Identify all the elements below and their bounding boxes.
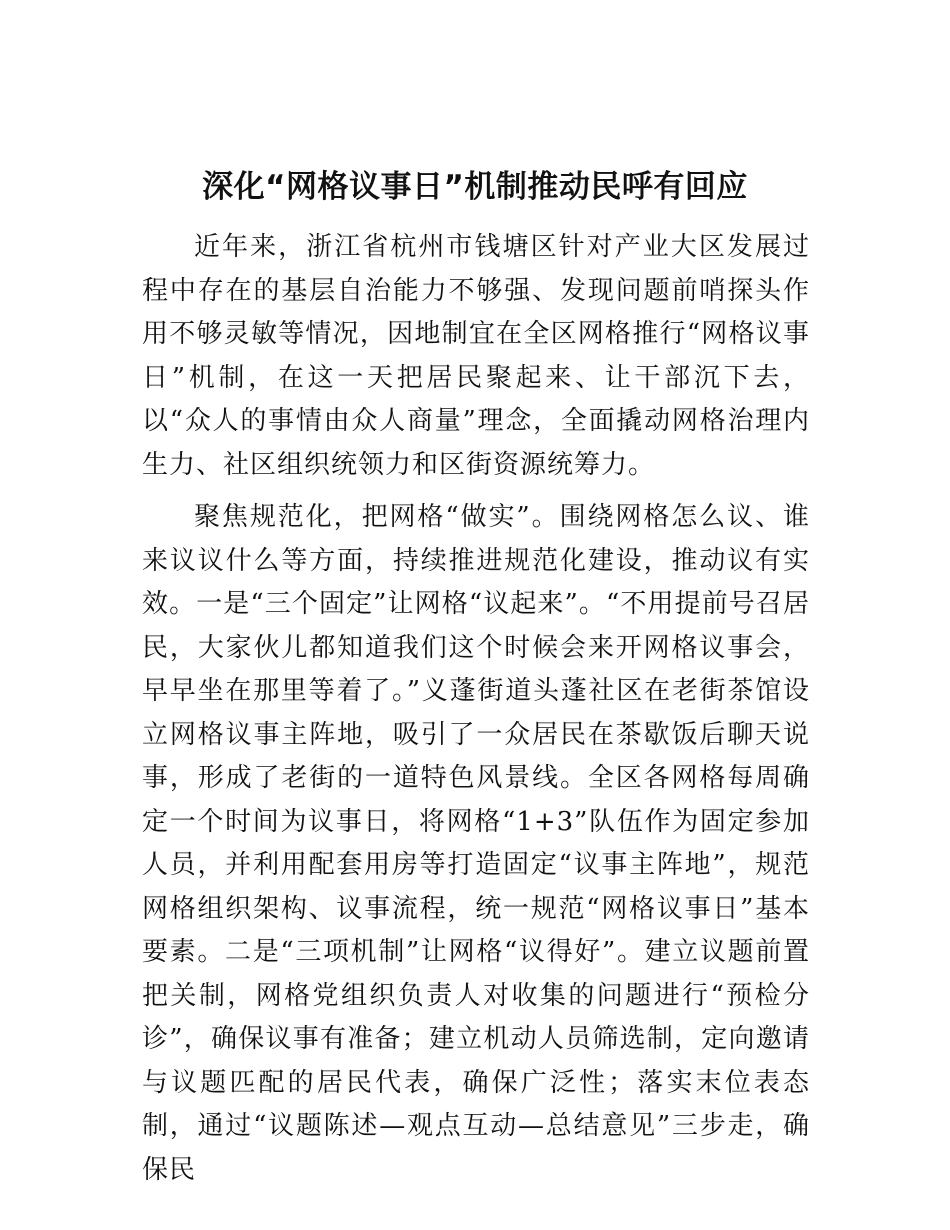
document-title: 深化“网格议事日”机制推动民呼有回应 bbox=[202, 169, 748, 205]
paragraph-standardization: 聚焦规范化，把网格“做实”。围绕网格怎么议、谁来议议什么等方面，持续推进规范化建设，推动议有实效。一是“三个固定”让网格“议起来”。“不用提前号召居民，大家伙儿都知道我们这个时候会来开网格议事会，早早坐在那里等着了。”义蓬街道头蓬社区在老街茶馆设立网格议事主阵地，吸引了一众居民在茶歇饭后聊天说事，形成了老街的一道特色风景线。全区各网格每周确定一个时间为议事日，将网格“1+3”队伍作为固定参加人员，并利用配套用房等打造固定“议事主阵地”，规范网格组织架构、议事流程，统一规范“网格议事日”基本要素。二是“三项机制”让网格“议得好”。建立议题前置把关制，网格党组织负责人对收集的问题进行“预检分诊”，确保议事有准备；建立机动人员筛选制，定向邀请与议题匹配的居民代表，确保广泛性；落实末位表态制，通过“议题陈述—观点互动—总结意见”三步走，确保民 bbox=[142, 502, 810, 1185]
paragraph-intro: 近年来，浙江省杭州市钱塘区针对产业大区发展过程中存在的基层自治能力不够强、发现问题前哨探头作用不够灵敏等情况，因地制宜在全区网格推行“网格议事日”机制，在这一天把居民聚起来、让干部沉下去，以“众人的事情由众人商量”理念，全面撬动网格治理内生力、社区组织统领力和区街资源统筹力。 bbox=[142, 232, 810, 480]
